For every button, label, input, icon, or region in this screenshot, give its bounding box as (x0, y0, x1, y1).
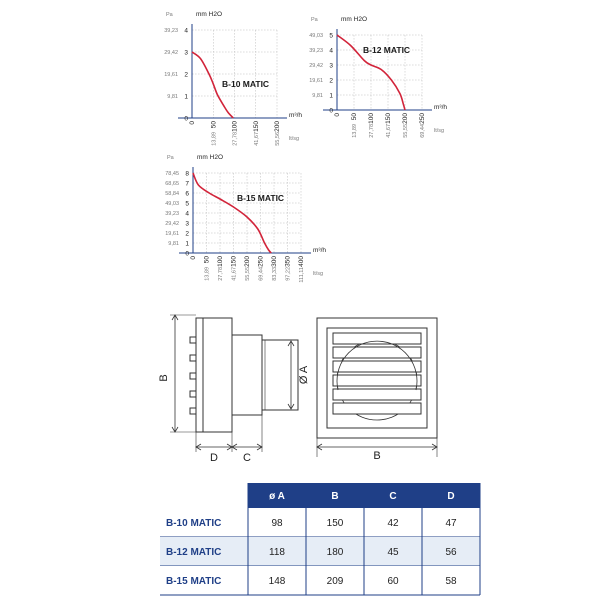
y-tick-alt-label: 49,03 (309, 33, 323, 39)
y-tick-label: 1 (329, 92, 333, 100)
y-tick-alt-label: 68,65 (165, 181, 179, 187)
y-tick-label: 3 (329, 62, 333, 70)
y-tick-label: 2 (184, 71, 188, 79)
table-cell: 118 (269, 547, 285, 558)
x-tick-label: 150 (252, 121, 260, 132)
louver-6 (333, 403, 421, 414)
y-tick-label: 1 (184, 93, 188, 101)
y-unit-alt: Pa (167, 155, 174, 161)
dim-label-c: C (243, 452, 251, 464)
table-cell: 150 (326, 518, 344, 529)
x-tick-label: 50 (351, 113, 358, 121)
x-tick-alt-label: 97,22 (285, 267, 292, 281)
louver-tab-5 (190, 408, 196, 414)
y-tick-label: 4 (329, 47, 333, 55)
x-tick-alt-label: 13,89 (204, 267, 211, 281)
y-tick-label: 8 (185, 170, 189, 178)
y-tick-label: 0 (184, 115, 188, 123)
y-tick-label: 1 (185, 240, 189, 248)
chart-2 (309, 16, 447, 138)
table-cell: 60 (387, 576, 399, 587)
y-tick-label: 5 (185, 200, 189, 208)
x-tick-label: 200 (244, 256, 251, 267)
x-tick-alt-label: 111,11 (299, 267, 305, 283)
x-tick-alt-label: 13,89 (352, 124, 358, 138)
x-tick-label: 400 (298, 256, 305, 267)
y-tick-alt-label: 29,42 (309, 63, 323, 69)
louver-tab-1 (190, 337, 196, 343)
table-row-model: B-12 MATIC (166, 547, 222, 558)
x-tick-label: 100 (231, 121, 239, 132)
motor-housing (232, 335, 262, 415)
x-tick-alt-label: 41,67 (253, 132, 260, 146)
dim-label-b-side: B (158, 374, 170, 382)
x-tick-alt-label: 69,44 (420, 124, 426, 138)
y-tick-label: 3 (184, 49, 188, 57)
table-row (160, 537, 480, 566)
y-tick-alt-label: 49,03 (165, 201, 179, 207)
x-tick-label: 200 (274, 121, 281, 132)
x-tick-label: 0 (190, 256, 197, 260)
louver-5 (333, 389, 421, 400)
louver-tab-2 (190, 355, 196, 361)
duct-spigot (262, 340, 298, 410)
x-tick-alt-label: 27,78 (218, 267, 224, 281)
table-cell: 180 (326, 547, 344, 558)
x-unit: m³/h (434, 104, 447, 111)
louver-4 (333, 375, 421, 386)
x-tick-alt-label: 27,78 (232, 132, 239, 146)
x-tick-alt-label: 55,55 (245, 267, 251, 281)
x-unit: m³/h (289, 112, 302, 119)
x-unit: m³/h (313, 247, 326, 254)
y-tick-alt-label: 9,81 (312, 93, 323, 99)
y-tick-alt-label: 39,23 (165, 211, 179, 217)
x-tick-label: 200 (402, 113, 409, 124)
y-tick-alt-label: 29,42 (164, 50, 178, 56)
x-tick-label: 100 (217, 256, 224, 267)
x-tick-alt-label: 83,33 (272, 267, 278, 281)
x-tick-label: 250 (419, 113, 426, 124)
chart-title: B-15 MATIC (237, 193, 285, 203)
y-unit-alt: Pa (166, 12, 173, 18)
y-tick-label: 3 (185, 220, 189, 228)
x-tick-alt-label: 27,78 (369, 124, 375, 138)
table-cell: 148 (268, 576, 286, 587)
y-tick-alt-label: 58,84 (165, 191, 179, 197)
performance-charts (164, 11, 447, 283)
y-tick-alt-label: 19,61 (309, 78, 323, 84)
dim-label-diameter: Ø A (298, 365, 310, 385)
y-tick-label: 4 (184, 27, 188, 35)
grille-plate-side (196, 318, 232, 432)
chart-3 (165, 154, 326, 283)
chart-1 (164, 11, 302, 146)
y-tick-alt-label: 39,23 (164, 28, 178, 34)
x-tick-label: 0 (334, 113, 341, 117)
x-tick-label: 50 (210, 121, 218, 129)
y-unit: mm H2O (196, 11, 222, 18)
y-tick-label: 5 (329, 32, 333, 40)
y-tick-alt-label: 39,23 (309, 48, 323, 54)
front-view-drawing (317, 318, 437, 457)
x-tick-label: 300 (271, 256, 278, 267)
table-row-model: B-15 MATIC (166, 576, 222, 587)
table-cell: 45 (387, 547, 399, 558)
x-tick-label: 0 (189, 121, 196, 125)
table-header-cell: ø A (269, 491, 285, 502)
y-tick-label: 0 (185, 250, 189, 258)
x-tick-alt-label: 69,44 (258, 267, 265, 281)
table-cell: 42 (387, 518, 399, 529)
x-unit-alt: lt/sg (289, 136, 300, 142)
x-tick-label: 250 (257, 256, 265, 267)
table-cell: 58 (445, 576, 457, 587)
x-tick-label: 150 (385, 113, 392, 124)
louver-3 (333, 361, 421, 372)
dim-label-b-front: B (373, 450, 381, 462)
y-tick-alt-label: 29,42 (165, 221, 179, 227)
y-unit: mm H2O (341, 16, 367, 23)
y-tick-alt-label: 9,81 (168, 241, 179, 247)
x-tick-alt-label: 41,67 (231, 267, 238, 281)
x-unit-alt: lt/sg (434, 128, 445, 134)
y-tick-label: 2 (329, 77, 333, 85)
x-tick-alt-label: 41,67 (386, 124, 392, 138)
table-header-cell: D (447, 491, 455, 502)
y-tick-label: 6 (185, 190, 189, 198)
side-view-drawing (170, 315, 298, 452)
x-tick-label: 350 (284, 256, 292, 267)
x-tick-alt-label: 13,89 (211, 132, 218, 146)
chart-title: B-10 MATIC (222, 79, 270, 89)
chart-title: B-12 MATIC (363, 45, 411, 55)
table-cell: 98 (271, 518, 283, 529)
table-row (160, 566, 480, 595)
y-unit: mm H2O (197, 154, 223, 161)
table-cell: 47 (445, 518, 457, 529)
y-tick-alt-label: 19,61 (165, 231, 179, 237)
table-row (160, 508, 480, 537)
y-tick-alt-label: 19,61 (164, 72, 178, 78)
louver-1 (333, 333, 421, 344)
louver-2 (333, 347, 421, 358)
dim-label-d: D (210, 452, 218, 464)
y-tick-label: 0 (329, 107, 333, 115)
table-cell: 56 (445, 547, 457, 558)
table-header-cell: C (389, 491, 397, 502)
table-row-model: B-10 MATIC (166, 518, 222, 529)
x-tick-label: 50 (203, 256, 211, 264)
louver-tab-4 (190, 391, 196, 397)
louver-tab-3 (190, 373, 196, 379)
table-header-cell: B (331, 491, 339, 502)
x-tick-alt-label: 55,55 (403, 124, 409, 138)
y-tick-label: 7 (185, 180, 189, 188)
y-tick-alt-label: 78,45 (165, 171, 179, 177)
table-cell: 209 (326, 576, 344, 587)
x-unit-alt: lt/sg (313, 271, 324, 277)
y-tick-label: 4 (185, 210, 189, 218)
y-tick-alt-label: 9,81 (167, 94, 178, 100)
dimensions-table (160, 483, 480, 595)
y-unit-alt: Pa (311, 17, 318, 23)
x-tick-alt-label: 55,56 (275, 132, 281, 146)
y-tick-label: 2 (185, 230, 189, 238)
x-tick-label: 150 (230, 256, 238, 267)
x-tick-label: 100 (368, 113, 375, 124)
